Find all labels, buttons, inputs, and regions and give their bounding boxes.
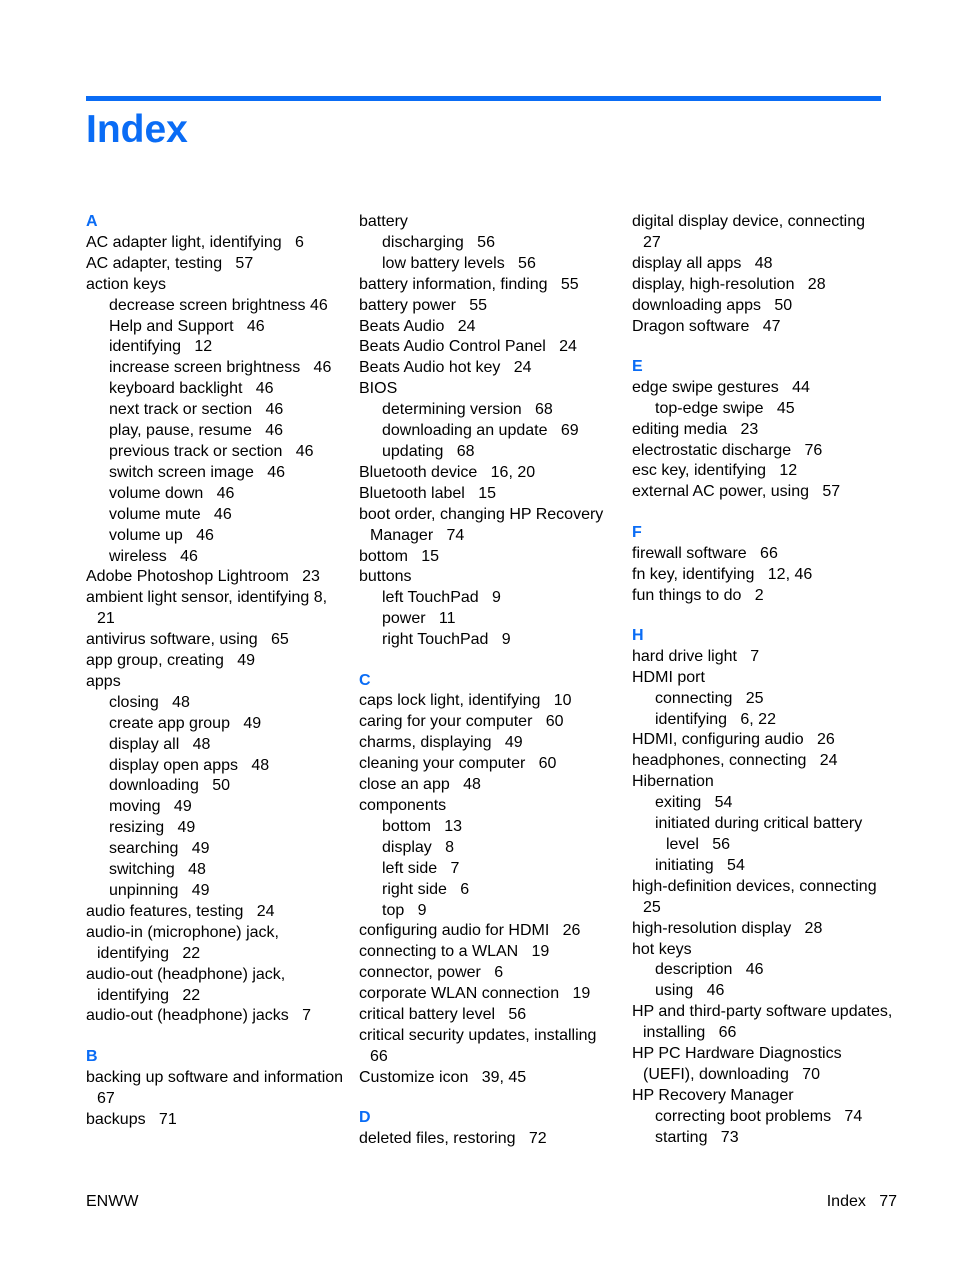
index-section (632, 523, 894, 607)
index-subentry: Help and Support 46 (109, 317, 265, 335)
index-column-1 (86, 212, 357, 1150)
index-entry: display all apps 48 (632, 254, 773, 272)
index-subentry: display all 48 (109, 735, 211, 753)
index-subentry: starting 73 (655, 1128, 739, 1146)
index-entry: critical battery level 56 (359, 1006, 527, 1024)
index-subentry: increase screen brightness 46 (109, 359, 332, 377)
index-entry: configuring audio for HDMI 26 (359, 922, 581, 940)
index-entry: battery (359, 213, 408, 230)
index-subentry: moving 49 (109, 798, 192, 816)
section-letter: F (632, 523, 642, 541)
title-rule (86, 96, 881, 101)
index-entry: fn key, identifying 12, 46 (632, 565, 813, 583)
index-entry: esc key, identifying 12 (632, 462, 798, 480)
index-section (86, 212, 348, 1027)
index-subentry: using 46 (655, 982, 725, 1000)
index-subentry: right TouchPad 9 (382, 631, 511, 649)
index-entry: BIOS (359, 380, 398, 398)
index-subentry: closing 48 (109, 693, 190, 711)
section-letter: A (86, 213, 98, 230)
index-entry: firewall software 66 (632, 544, 778, 562)
index-entry: Bluetooth label 15 (359, 484, 496, 502)
index-subentry: correcting boot problems 74 (655, 1107, 863, 1125)
index-entry: HP and third-party software updates, installing 66 (632, 1003, 897, 1042)
section-letter: D (359, 1109, 371, 1127)
index-subentry: switch screen image 46 (109, 463, 286, 481)
index-entry: charms, displaying 49 (359, 734, 523, 752)
index-entry: buttons (359, 568, 412, 586)
index-entry: backups 71 (86, 1110, 177, 1128)
index-subentry: top-edge swipe 45 (655, 399, 795, 417)
index-section (86, 1047, 357, 1131)
index-subentry: unpinning 49 (109, 882, 210, 899)
index-subentry: play, pause, resume 46 (109, 422, 284, 440)
index-subentry: switching 48 (109, 861, 206, 879)
index-subentry: display 8 (382, 838, 455, 856)
index-subentry: identifying 6, 22 (655, 710, 776, 728)
index-entry: bottom 15 (359, 547, 440, 565)
index-section (359, 212, 621, 651)
index-subentry: keyboard backlight 46 (109, 380, 274, 398)
section-letter: B (86, 1047, 98, 1065)
index-section (359, 1108, 621, 1150)
section-letter: C (359, 671, 371, 689)
index-subentry: decrease screen brightness 46 (109, 296, 328, 314)
index-section (632, 212, 894, 337)
index-entry: backing up software and information 67 (86, 1068, 357, 1107)
index-subentry: identifying 12 (109, 338, 213, 356)
index-entry: Beats Audio 24 (359, 317, 476, 335)
index-column-3 (632, 212, 897, 1168)
index-subentry: left side 7 (382, 859, 460, 877)
index-entry: electrostatic discharge 76 (632, 441, 823, 459)
index-subentry: create app group 49 (109, 714, 262, 732)
index-subentry: display open apps 48 (109, 756, 270, 774)
index-section (359, 671, 621, 1089)
index-entry: edge swipe gestures 44 (632, 378, 810, 396)
index-entry: app group, creating 49 (86, 652, 256, 670)
index-entry: Bluetooth device 16, 20 (359, 463, 536, 481)
index-entry: connecting to a WLAN 19 (359, 943, 550, 961)
index-entry: Customize icon 39, 45 (359, 1068, 527, 1086)
index-entry: components (359, 796, 447, 814)
index-subentry: previous track or section 46 (109, 442, 314, 460)
index-section (632, 357, 894, 503)
section-letter: H (632, 626, 644, 644)
index-entry: fun things to do 2 (632, 586, 764, 604)
index-subentry: initiating 54 (655, 856, 745, 874)
index-subentry: initiated during critical battery level 56 (655, 815, 867, 853)
index-subentry: description 46 (655, 961, 764, 979)
index-entry: deleted files, restoring 72 (359, 1130, 547, 1148)
index-entry: hot keys (632, 940, 692, 958)
index-entry: antivirus software, using 65 (86, 631, 289, 649)
footer-page-number: Index 77 (826, 1193, 897, 1210)
index-subentry: right side 6 (382, 880, 470, 898)
index-entry: hard drive light 7 (632, 647, 760, 665)
index-subentry: wireless 46 (109, 547, 198, 565)
index-entry: audio features, testing 24 (86, 902, 275, 920)
index-subentry: left TouchPad 9 (382, 589, 501, 607)
index-entry: audio-out (headphone) jacks 7 (86, 1007, 312, 1025)
index-entry: Dragon software 47 (632, 317, 781, 335)
index-entry: connector, power 6 (359, 964, 504, 982)
index-subentry: volume mute 46 (109, 505, 232, 523)
index-entry: caring for your computer 60 (359, 713, 564, 731)
index-section (632, 626, 897, 1149)
index-subentry: exiting 54 (655, 794, 733, 812)
section-letter: E (632, 357, 643, 375)
index-entry: editing media 23 (632, 420, 759, 438)
index-subentry: low battery levels 56 (382, 254, 536, 272)
index-entry: boot order, changing HP Recovery Manager 74 (359, 505, 608, 544)
index-subentry: bottom 13 (382, 817, 463, 835)
index-entry: audio-out (headphone) jack, identifying 22 (86, 965, 290, 1004)
index-entry: caps lock light, identifying 10 (359, 692, 572, 710)
index-subentry: volume down 46 (109, 484, 235, 502)
index-entry: Beats Audio Control Panel 24 (359, 338, 577, 356)
index-subentry: next track or section 46 (109, 401, 284, 419)
index-entry: Beats Audio hot key 24 (359, 359, 532, 377)
index-entry: high-definition devices, connecting 25 (632, 877, 890, 916)
index-subentry: downloading an update 69 (382, 422, 579, 440)
index-column-2 (359, 212, 621, 1169)
index-subentry: power 11 (382, 610, 456, 628)
index-subentry: resizing 49 (109, 819, 196, 837)
index-subentry: downloading 50 (109, 777, 230, 795)
index-entry: high-resolution display 28 (632, 919, 823, 937)
index-entry: AC adapter, testing 57 (86, 254, 254, 272)
index-subentry: volume up 46 (109, 526, 214, 544)
index-entry: Hibernation (632, 773, 714, 791)
index-entry: battery information, finding 55 (359, 275, 579, 293)
index-subentry: connecting 25 (655, 689, 764, 707)
index-entry: HDMI port (632, 668, 705, 686)
index-subentry: discharging 56 (382, 233, 495, 251)
index-entry: headphones, connecting 24 (632, 752, 838, 770)
index-entry: audio-in (microphone) jack, identifying 22 (86, 923, 284, 962)
index-entry: action keys (86, 275, 167, 293)
index-entry: digital display device, connecting 27 (632, 213, 879, 251)
index-entry: battery power 55 (359, 296, 488, 314)
index-entry: display, high-resolution 28 (632, 275, 826, 293)
index-subentry: updating 68 (382, 442, 475, 460)
index-entry: downloading apps 50 (632, 296, 793, 314)
index-entry: cleaning your computer 60 (359, 755, 557, 773)
index-entry: critical security updates, installing 66 (359, 1026, 610, 1065)
index-entry: HP PC Hardware Diagnostics (UEFI), downloading 70 (632, 1045, 847, 1083)
index-subentry: top 9 (382, 901, 427, 919)
index-entry: Adobe Photoshop Lightroom 23 (86, 568, 320, 586)
index-subentry: determining version 68 (382, 401, 553, 419)
index-entry: AC adapter light, identifying 6 (86, 233, 304, 251)
index-entry: HDMI, configuring audio 26 (632, 731, 835, 749)
index-entry: HP Recovery Manager (632, 1086, 794, 1104)
page-title: Index (86, 108, 188, 151)
index-entry: external AC power, using 57 (632, 483, 841, 501)
index-entry: close an app 48 (359, 776, 481, 794)
index-subentry: searching 49 (109, 840, 210, 858)
index-entry: corporate WLAN connection 19 (359, 985, 591, 1003)
index-entry: ambient light sensor, identifying 8, 21 (86, 589, 332, 628)
index-entry: apps (86, 672, 121, 690)
footer-left: ENWW (86, 1193, 139, 1210)
